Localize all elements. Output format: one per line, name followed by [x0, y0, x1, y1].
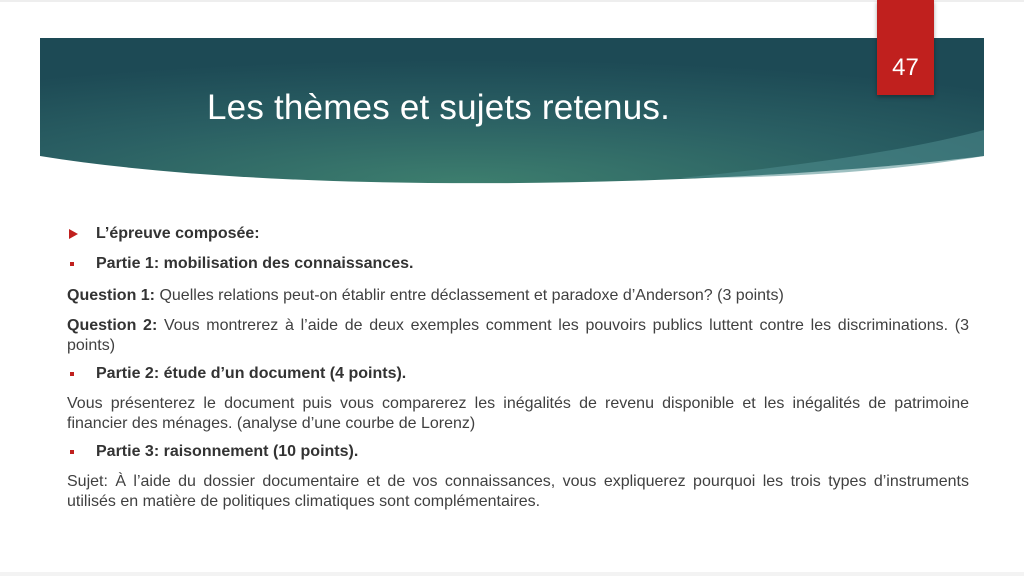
heading-bullet	[67, 222, 969, 246]
part1-text: Partie 1: mobilisation des connaissances.	[96, 255, 414, 272]
page-number-badge	[877, 0, 934, 95]
heading-text: L’épreuve composée:	[96, 225, 260, 242]
part2-text: Partie 2: étude d’un document (4 points).	[96, 365, 407, 382]
question1-text: Quelles relations peut-on établir entre déclassement et paradoxe d’Anderson? (3 points)	[155, 287, 784, 304]
top-divider	[0, 0, 1024, 2]
bottom-divider	[0, 572, 1024, 576]
question1	[67, 286, 969, 306]
part2-description: Vous présenterez le document puis vous comparerez les inégalités de revenu disponible et les inégalités de patrimoine financier des ménages. (analyse d’une courbe de Lorenz)	[67, 395, 969, 432]
slide-title: Les thèmes et sujets retenus.	[207, 88, 670, 127]
slide-content	[67, 222, 969, 512]
part2-bullet	[67, 362, 969, 386]
part3-text: Partie 3: raisonnement (10 points).	[96, 443, 359, 460]
question2	[67, 316, 969, 356]
square-bullet-icon	[70, 262, 74, 266]
question2-label: Question 2:	[67, 317, 158, 334]
arrow-bullet-icon	[69, 229, 78, 239]
square-bullet-icon	[70, 450, 74, 454]
page-number: 47	[892, 54, 919, 81]
part3-bullet	[67, 440, 969, 464]
part1-bullet	[67, 252, 969, 276]
square-bullet-icon	[70, 372, 74, 376]
question2-text: Vous montrerez à l’aide de deux exemples comment les pouvoirs publics luttent contre les discriminations. (3 points)	[67, 317, 970, 354]
question1-label: Question 1:	[67, 287, 156, 304]
part3-description: Sujet: À l’aide du dossier documentaire et de vos connaissances, vous expliquerez pourquoi les trois types d’instruments utilisés en matière de politiques climatiques sont complémentaires.	[67, 473, 969, 510]
